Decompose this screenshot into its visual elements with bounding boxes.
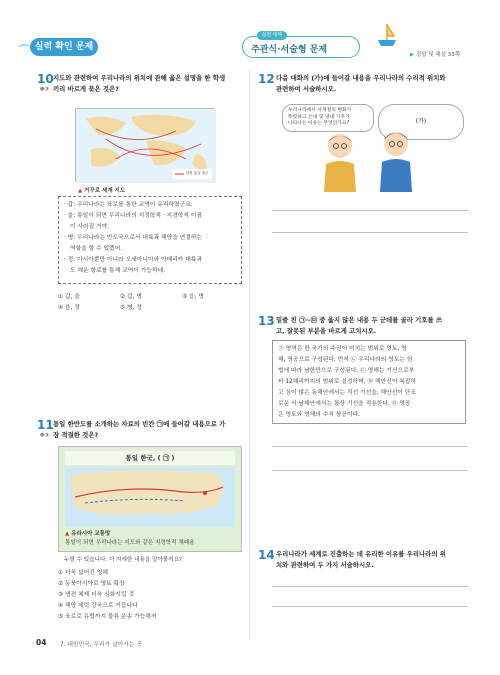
q11-option[interactable]: ③ 냉전 체제 더욱 심화시킬 것	[58, 592, 135, 598]
question-10-number: 10	[37, 72, 54, 86]
q11-desc-line2: 누릴 수 있습니다. 더 자세한 내용을 알아볼까요?	[64, 557, 183, 563]
question-13-number: 13	[258, 314, 275, 328]
answer-line[interactable]	[272, 210, 468, 211]
q13-passage-line: ㉠ 영역은 한 국가의 주권이 미치는 범위로 영토, 영	[278, 346, 407, 352]
q10-option[interactable]: ② 갑, 병	[120, 294, 142, 300]
q10-option[interactable]: ③ 을, 병	[182, 294, 204, 300]
exam-pill: 실전 대비	[257, 31, 287, 40]
q10-line1: 지도와 관련하여 우리나라의 위치에 관해 옳은 설명을 한 학생	[53, 74, 226, 82]
bubble-line: 뚜렷하고 온대 및 냉대 기후가	[288, 114, 350, 120]
q13-passage-line: 법에 따라 남한만으로 구성된다. ㉢ 영해는 기선으로부	[278, 368, 415, 374]
bubble-line: 우리나라에서 사계절의 변화가	[288, 108, 352, 113]
q10-statements-box	[58, 196, 242, 284]
upside-down-world-map	[75, 108, 215, 182]
column-divider	[249, 70, 250, 640]
question-14-text	[276, 549, 472, 570]
question-11-text	[53, 419, 245, 440]
q13-passage-box	[272, 340, 466, 424]
q12-line2: 관련하여 서술하시오.	[276, 84, 337, 93]
q11-line1: 통일 한반도를 소개하는 자료의 빈칸 ㉠에 들어갈 내용으로 가	[53, 420, 226, 428]
q11-caption-text: 유라시아 교통망	[71, 531, 111, 537]
q10-caption-text: 거꾸로 세계 지도	[84, 188, 126, 194]
answer-reference: ▶ 정답 및 해설 33쪽	[410, 52, 461, 58]
q13-line2: 고, 잘못된 부분을 바르게 고치시오.	[276, 326, 377, 335]
answer-line[interactable]	[272, 232, 468, 233]
question-12-text	[276, 73, 472, 94]
q10-map-caption: ▲ 거꾸로 세계 지도	[78, 188, 126, 194]
q10-statement: 도 해운 항로를 통해 교역이 가능하네.	[70, 268, 166, 274]
q10-option[interactable]: ① 갑, 을	[58, 294, 80, 300]
q13-passage-line: 고 섬이 많은 동해안에서는 직선 기선을, 해안선이 단조	[278, 390, 416, 396]
difficulty-icon: ●◑	[40, 86, 49, 92]
answer-line[interactable]	[272, 470, 468, 471]
student-speech-bubble	[282, 104, 374, 132]
q12-line1: 다음 대화의 (가)에 들어갈 내용을 우리나라의 수리적 위치와	[276, 74, 446, 82]
q10-statement: · 을: 통일이 되면 우리나라의 지정학적 · 지경학적 이점	[64, 213, 202, 219]
wave-decoration	[18, 44, 30, 52]
map-legend-text: 남한 통일 철도	[186, 171, 209, 175]
q10-line2: 끼리 바르게 묶은 것은?	[53, 84, 119, 93]
difficulty-icon: ●◑	[40, 432, 49, 438]
question-11-number: 11	[37, 418, 54, 432]
teacher-illustration-icon	[374, 128, 418, 192]
section-badge: 실력 확인 문제	[30, 38, 98, 56]
q14-line2: 치와 관련하여 두 가지 서술하시오.	[276, 560, 374, 569]
q11-options	[58, 568, 248, 623]
q11-option[interactable]: ② 동북아시아로 영토 확장	[58, 581, 125, 587]
q11-option[interactable]: ④ 해양 세력 강국으로 거듭나다	[58, 603, 138, 609]
bubble-line: 나타나는 이유는 무엇인가요?	[288, 121, 350, 126]
q11-option[interactable]: ⑤ 육로로 유럽까지 물류 운송 가능해져	[58, 614, 157, 620]
q11-map-title: 통일 한국, ( ㉠ )	[65, 451, 235, 465]
q10-statement: 이 사라질 거야.	[70, 224, 110, 230]
q13-passage-line: 해, 영공으로 구성된다. 먼저 ㉡ 우리나라의 영토는 헌	[278, 357, 413, 363]
q11-option[interactable]: ① 더욱 넓어진 영해	[58, 570, 108, 576]
q13-line1: 밑줄 친 ㉠~㉤ 중 옳지 않은 내용 두 군데를 골라 기호를 쓰	[276, 316, 443, 324]
question-13-text	[276, 315, 472, 336]
q13-passage-line: 로운 서·남해안에서는 통상 기선을 적용한다. ㉤ 영공	[278, 401, 411, 407]
answer-line[interactable]	[272, 586, 468, 587]
chapter-title: 7. 대한민국, 우리가 살아가는 곳	[60, 642, 142, 648]
answer-ref-text: 정답 및 해설 33쪽	[415, 52, 461, 58]
q11-line2: 장 적절한 것은?	[53, 430, 99, 439]
q11-description	[65, 539, 237, 547]
question-10-text	[53, 73, 243, 94]
q10-option[interactable]: ⑤ 병, 정	[120, 305, 142, 311]
q10-statement: · 갑: 우리나라는 육로를 통한 교역이 유리하였군요.	[64, 202, 193, 208]
student-illustration-icon	[318, 130, 362, 192]
answer-line[interactable]	[272, 446, 468, 447]
subjective-title: 주관식·서술형 문제	[251, 45, 328, 55]
student-question	[283, 105, 373, 131]
question-12-number: 12	[258, 72, 275, 86]
q13-passage-line: 은 영토와 영해의 수직 상공이다.	[278, 412, 361, 418]
teacher-speech-bubble: (가)	[378, 104, 464, 140]
eurasia-transport-map	[65, 467, 235, 527]
q10-option[interactable]: ④ 을, 정	[58, 305, 80, 311]
q10-options	[58, 292, 248, 314]
q10-statement: · 병: 우리나라는 반도국으로서 대륙과 해양을 연결하는	[64, 235, 203, 241]
question-14-number: 14	[258, 548, 275, 562]
subjective-badge	[242, 32, 360, 58]
page-number: 04	[36, 638, 47, 647]
q14-line1: 우리나라가 세계로 진출하는 데 유리한 이유를 우리나라의 위	[276, 550, 446, 558]
q13-passage-line: 터 12해리까지의 범위로 설정하며, ㉣ 해안선이 복잡하	[278, 379, 417, 385]
q11-material-frame	[58, 446, 242, 552]
answer-line[interactable]	[272, 606, 468, 607]
ship-icon	[375, 22, 399, 50]
q10-statement: · 정: 아시아뿐만 아니라 오세아니아와 아메리카 대륙과	[64, 257, 203, 263]
q11-map-caption: ▲ 유라시아 교통망	[65, 531, 111, 537]
q10-statement: 역할을 할 수 있겠어.	[70, 246, 123, 252]
q11-desc-line1: 통일이 되면 우리나라는 지도와 같은 지정학적 체때용	[65, 540, 195, 546]
